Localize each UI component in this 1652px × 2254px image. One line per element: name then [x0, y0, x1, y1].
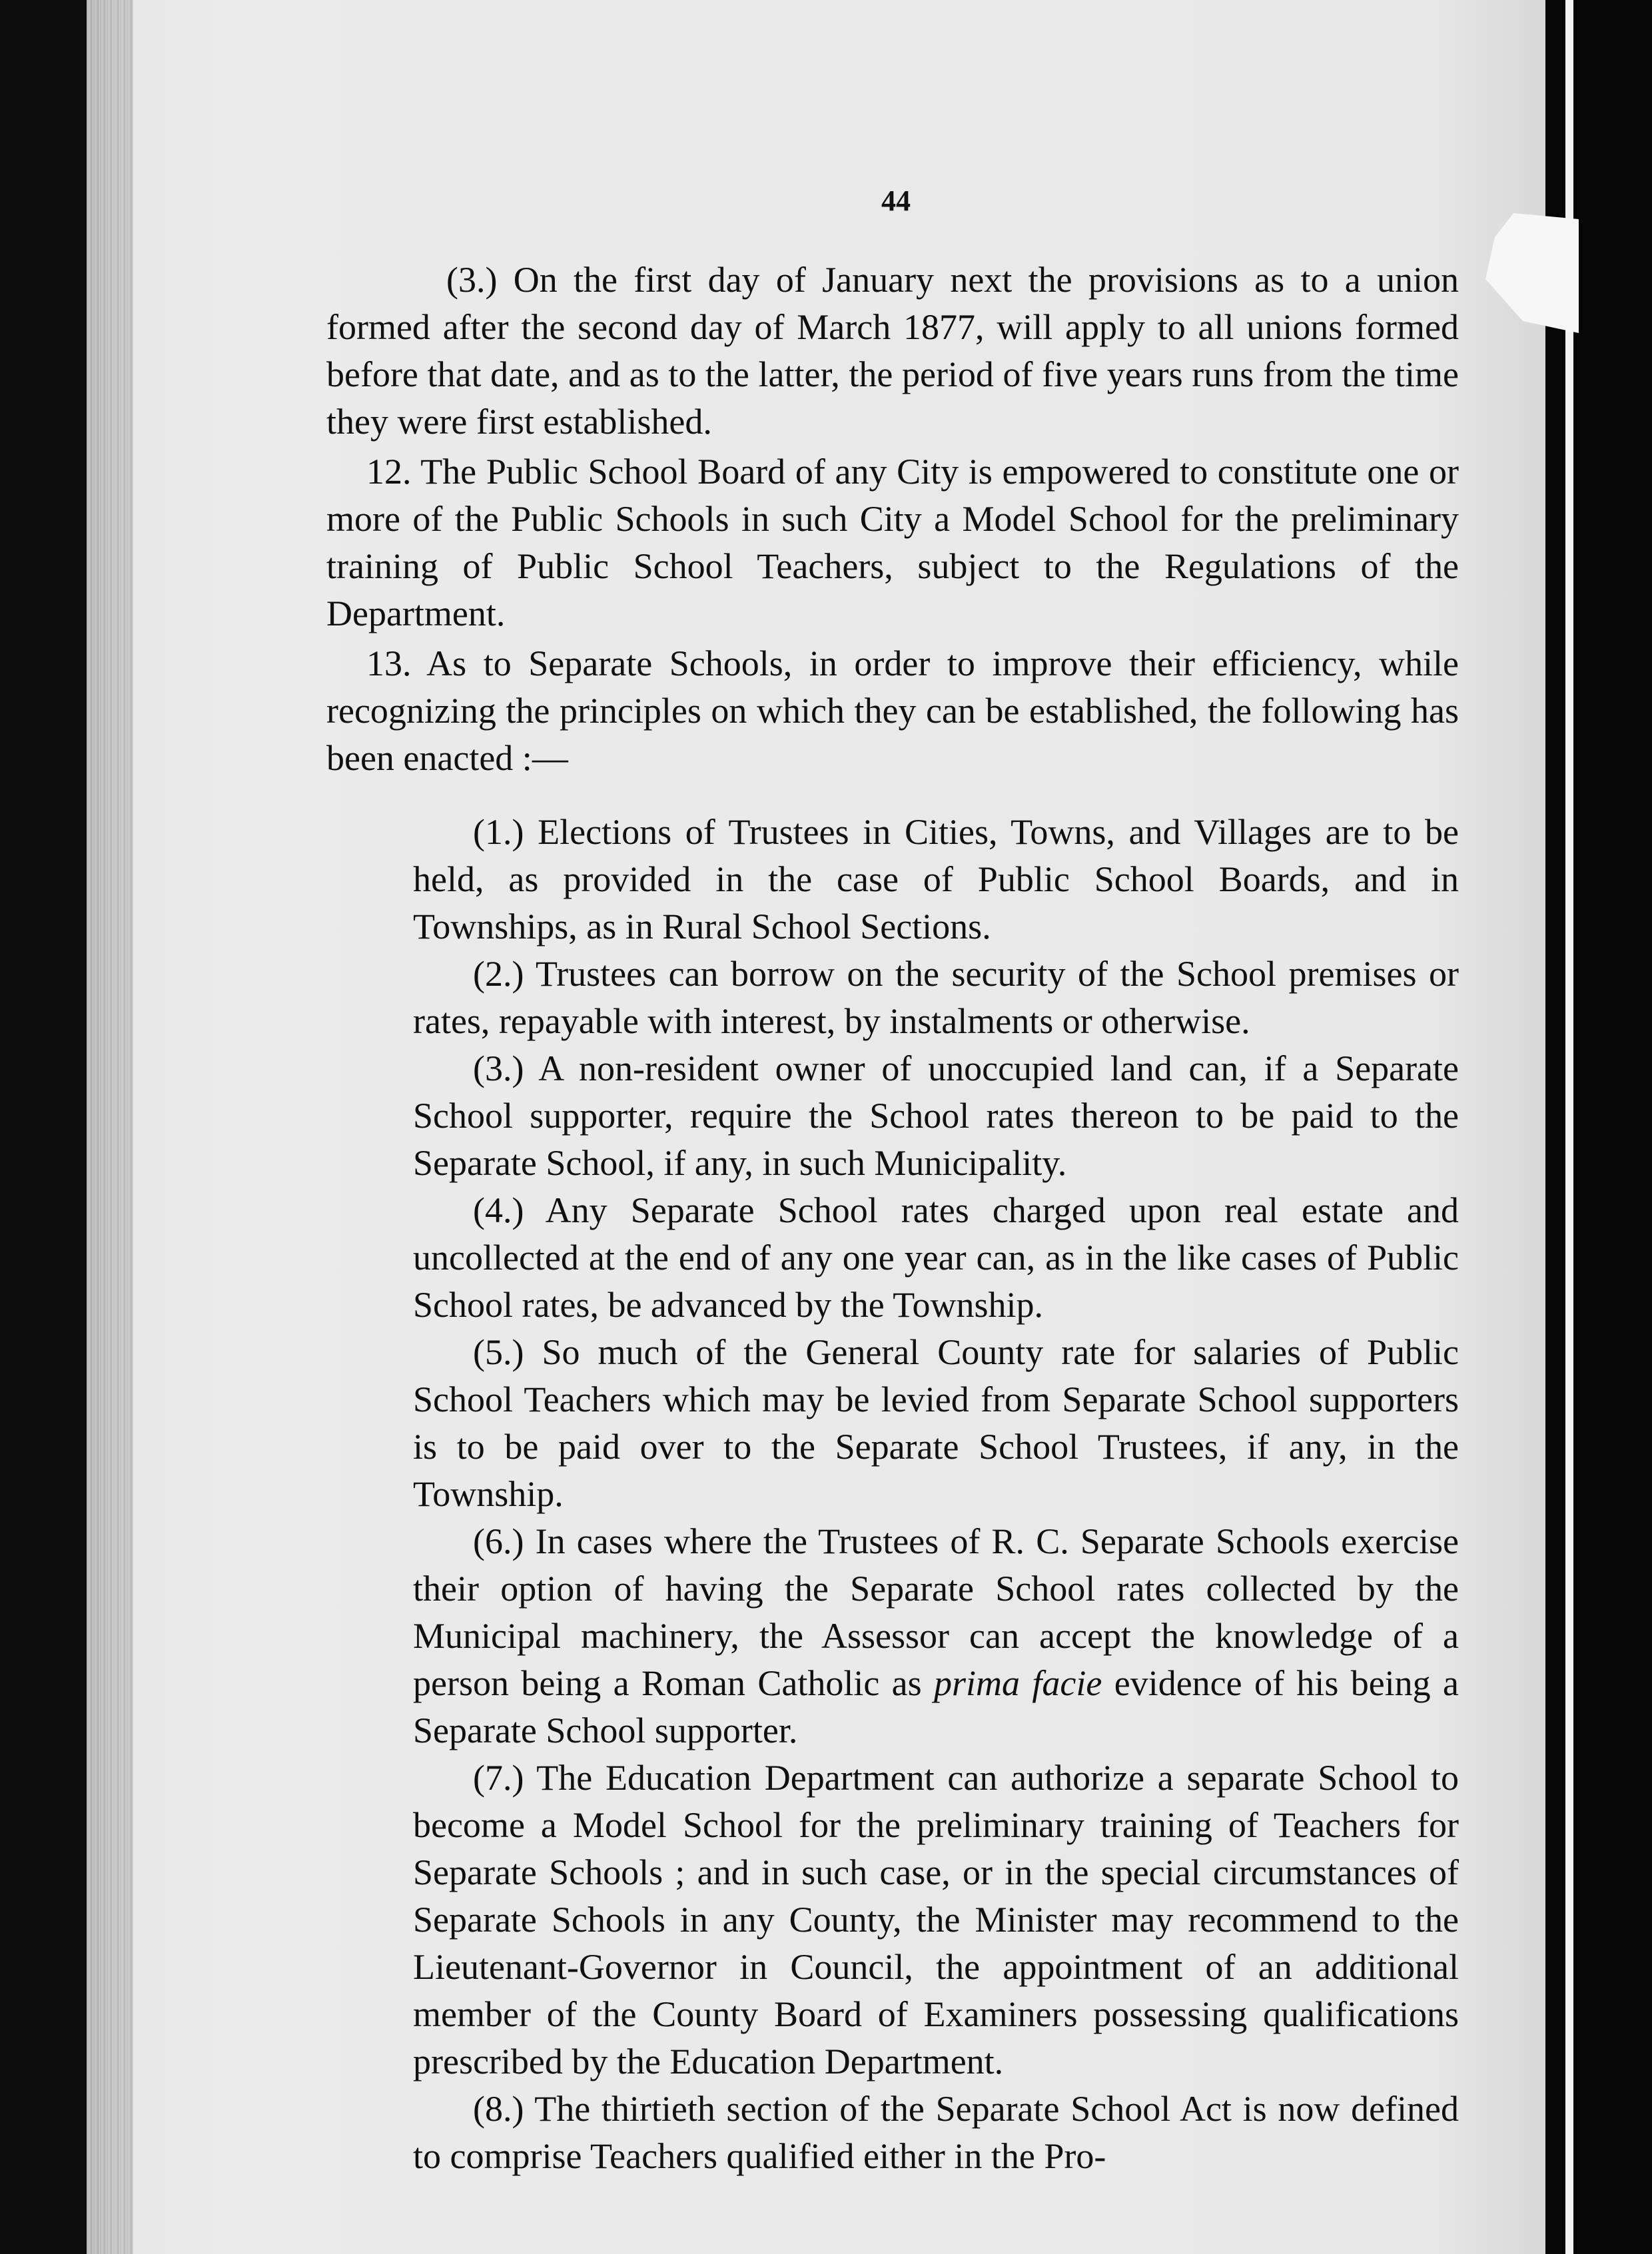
section-13-item-2: (2.) Trustees can borrow on the security of the School premises or rates, repayable with interest, by instalments or otherwise. [413, 954, 1459, 1041]
scan-margin [1545, 0, 1652, 2254]
section-13-item-1: (1.) Elections of Trustees in Cities, Towns, and Villages are to be held, as provided in the case of Public School Boards, and in Townships, as in Rural School Sections. [413, 812, 1459, 946]
section-13-item-3: (3.) A non-resident owner of unoccupied land can, if a Separate School supporter, require the School rates thereon to be paid to the Separate School, if any, in such Municipality. [413, 1048, 1459, 1183]
section-13-item-5: (5.) So much of the General County rate for salaries of Public School Teachers which may be levied from Separate School supporters is to be paid over to the Separate School Trustees, if any, in the Township. [413, 1332, 1459, 1514]
section-13-intro: 13. As to Separate Schools, in order to improve their efficiency, while recognizing the principles on which they can be established, the following has been enacted :— [326, 643, 1459, 778]
section-13-item-6 [326, 1518, 1459, 1754]
section-12: 12. The Public School Board of any City is empowered to constitute one or more of the Public Schools in such City a Model School for the preliminary training of Public School Teachers, subject to the Regulations of the Department. [326, 452, 1459, 633]
item-6-text-a: (6.) In cases where the Trustees of R. C. Separate Schools exercise their option of having the Separate School rates collected by the Municipal machinery, the Assessor can accept the knowledge of a person being a Roman Catholic as [413, 1521, 1459, 1703]
paragraph-3-continued: (3.) On the first day of January next the provisions as to a union formed after the second day of March 1877, will apply to all unions formed before that date, and as to the latter, the period of five years runs from the time they were first established. [326, 260, 1459, 442]
section-13-item-4: (4.) Any Separate School rates charged upon real estate and uncollected at the end of any one year can, as in the like cases of Public School rates, be advanced by the Township. [413, 1190, 1459, 1325]
item-6-text-b: evidence of his being a Separate School supporter. [413, 1663, 1459, 1750]
page-number: 44 [881, 185, 911, 217]
scan-border-line [1565, 0, 1573, 2254]
section-13-item-8: (8.) The thirtieth section of the Separate School Act is now defined to comprise Teachers qualified either in the Pro- [413, 2089, 1459, 2176]
item-6-italic: prima facie [934, 1663, 1102, 1703]
body-text [326, 256, 1459, 2180]
section-13-item-7: (7.) The Education Department can authorize a separate School to become a Model School for the preliminary training of Teachers for Separate Schools ; and in such case, or in the special circumstances of Separate Schools in any County, the Minister may recommend to the Lieutenant-Governor in Council, the appointment of an additional member of the County Board of Examiners possessing qualifications prescribed by the Education Department. [413, 1758, 1459, 2081]
page-stack-edge [87, 0, 133, 2254]
